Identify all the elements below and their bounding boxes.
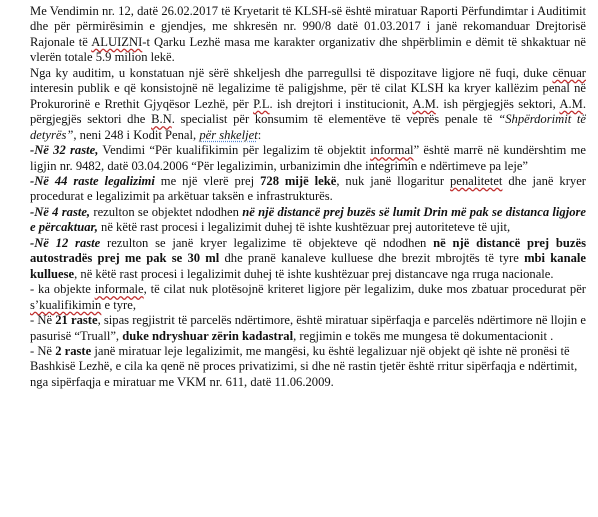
text-run: me një vlerë prej — [154, 173, 261, 188]
text-run: Nga ky auditim, u konstatuan një sërë shkeljesh dhe parregullsi të dispozitave ligjore në fuqi, duke — [30, 65, 553, 80]
text-run: ALUIZNI — [91, 34, 143, 49]
text-run: . ish përgjegjës sektori, — [435, 96, 560, 111]
text-run: . ish drejtori i institucionit, — [269, 96, 413, 111]
text-run: mbi kanale kulluese — [30, 251, 586, 281]
paragraph — [30, 236, 586, 282]
text-run: janë miratuar leje legalizimit, me mangësi, ku është legalizuar një objekt që ishte në pronësi të Bashkisë Lezhë, e cila ka qenë në proces privatizimi, si dhe në rastin tjetër është rritur sipërfaqja e ndërtimit, nga sipërfaqja e miratuar me VKM nr. 611, datë 11.06.2009. — [30, 343, 578, 389]
text-run: -t Qarku Lezhë masa me karakter organizativ dhe shpërblimin e dëmit të shkaktuar në vlerën totale 5.9 milion lekë. — [30, 34, 586, 65]
text-run: - Në — [30, 313, 56, 328]
text-run: -Në 4 raste, — [30, 204, 91, 219]
text-run: Me Vendimin nr. 12, datë 26.02.2017 të Kryetarit të KLSH-së është miratuar Raporti Përfundimtar i Auditimit dhe për përmirësimin e gjendjes, me shkresën nr. 990/8 datë 01.03.2017 i janë rekomanduar Drejtorisë Rajonale të — [30, 4, 586, 49]
text-run: - ka objekte — [30, 282, 95, 297]
text-run: s’kualifikimin — [30, 297, 102, 312]
paragraph — [30, 282, 586, 313]
text-run: e tyre, — [101, 297, 136, 312]
text-run: , të cilat nuk plotësojnë kriteret ligjore për legalizim, duke mos zbatuar procedurat për — [143, 282, 586, 297]
paragraph — [30, 143, 586, 174]
text-run: , në këtë rast procesi i legalizimit duhej të ishte kushtëzuar prej distancave nga rruga nacionale. — [74, 266, 554, 281]
text-run: : — [257, 127, 262, 142]
text-run: interesin publik e që konsistojnë në legalizime të paligjshme, për të cilat KLSH ka kryer kallëzim penal në Prokurorinë e Rrethit Gjyqësor Lezhë, për — [30, 81, 586, 111]
text-run: rezulton se janë kryer legalizime të objekteve që ndodhen — [100, 235, 434, 250]
text-run: -Në 32 raste, — [30, 143, 99, 158]
text-run: , regjimin e tokës me mungesa të dokumentacionit . — [293, 328, 554, 343]
text-run: penalitetet — [449, 173, 503, 188]
text-run: , sipas regjistrit të parcelës ndërtimore, është miratuar sipërfaqja e parcelës ndërtimore në llojin e pasurisë “Truall”, — [30, 313, 586, 343]
text-run: në këtë rast procesi i legalizimit duhej të ishte kushtëzuar prej autoriteteve të ujit, — [97, 220, 511, 235]
paragraph — [30, 344, 586, 390]
text-run: në një distancë prej buzës së lumit Drin më pak se distanca ligjore e përcaktuar, — [30, 204, 587, 235]
text-run: në një distancë prej buzës autostradës prej me pak se 30 ml — [30, 235, 586, 266]
text-run: cënuar — [552, 65, 586, 80]
text-run: informale — [94, 282, 144, 297]
text-run: Vendimi “Për kualifikimin për legalizim të objektit — [98, 143, 371, 158]
text-run: B.N — [151, 112, 172, 127]
paragraph — [30, 205, 586, 236]
paragraph — [30, 313, 586, 344]
text-run: -Në 12 raste — [30, 235, 101, 250]
text-run: , nuk janë llogaritur — [336, 173, 450, 188]
paragraph — [30, 174, 586, 205]
text-run: -Në 44 raste legalizimi — [30, 173, 155, 188]
text-run: P.L — [253, 96, 270, 111]
text-run: dhe pranë kanaleve kulluese dhe brezit mbrojtës të tyre — [219, 251, 525, 266]
text-run: dhe janë kryer procedurat e legalizimit pa arkëtuar taksën e infrastrukturës. — [30, 173, 586, 204]
text-run: . përgjegjës sektori dhe — [30, 96, 586, 127]
text-run: - Në — [30, 343, 56, 358]
text-run: A.M — [559, 96, 583, 111]
text-run: , neni 248 i Kodit Penal, — [73, 127, 200, 142]
paragraph — [30, 4, 586, 66]
text-run: për shkeljet — [199, 127, 258, 142]
text-run: 728 mijë lekë — [260, 173, 337, 188]
text-run: ” është marrë në kundërshtim me ligjin nr. 9482, datë 03.04.2006 “Për legalizimin, urbanizimin dhe integrimin e ndërtimeve pa leje” — [30, 143, 587, 173]
text-run: duke ndryshuar zërin kadastral — [122, 328, 294, 343]
text-run: informal — [370, 143, 414, 158]
text-run: “Shpërdorimit të detyrës” — [30, 112, 587, 142]
text-run: 2 raste — [55, 343, 92, 358]
text-run: rezulton se objektet ndodhen — [90, 204, 243, 219]
text-run: . specialist për konsumim të elementëve të veprës penale të — [171, 112, 499, 127]
paragraph — [30, 66, 586, 143]
text-run: A.M — [412, 96, 436, 111]
text-run: 21 raste — [55, 313, 98, 328]
